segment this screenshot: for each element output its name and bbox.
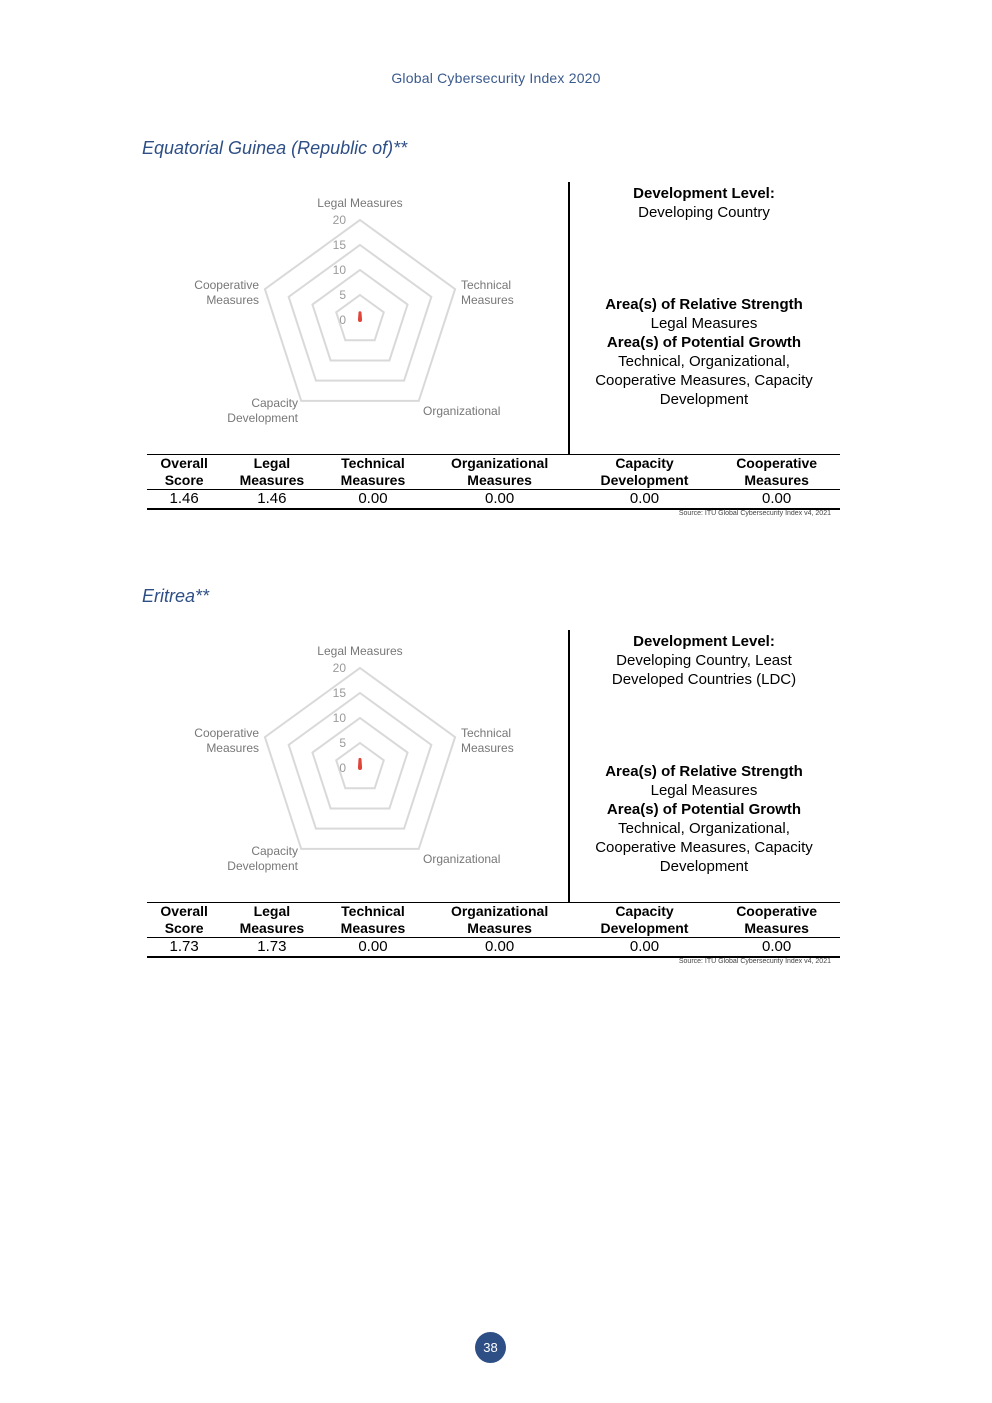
development-level-value: Developing Country, Least: [616, 652, 792, 669]
score-organizational: 0.00: [424, 490, 576, 510]
header-technical-measures: Technical Measures: [322, 903, 423, 938]
radar-tick-label: 20: [332, 213, 346, 227]
score-capacity: 0.00: [576, 938, 714, 958]
radar-tick-label: 5: [339, 736, 346, 750]
radar-tick-label: 0: [339, 313, 346, 327]
country-profile: [0, 586, 992, 986]
header-legal-measures: Legal Measures: [221, 903, 322, 938]
potential-growth-line: Technical, Organizational,: [618, 820, 790, 837]
score-technical: 0.00: [322, 938, 423, 958]
radar-axis-label: Capacity Development: [227, 396, 298, 425]
source-note: Source: ITU Global Cybersecurity Index v4, 2021: [678, 958, 831, 965]
score-organizational: 0.00: [424, 938, 576, 958]
potential-growth-line: Cooperative Measures, Capacity: [595, 372, 813, 389]
country-title: Equatorial Guinea (Republic of)**: [142, 138, 408, 158]
development-level-value: Developing Country: [638, 204, 770, 221]
radar-axis-label: Organizational: [423, 404, 501, 418]
radar-axis-label: Cooperative Measures: [194, 278, 259, 307]
radar-chart: [180, 634, 530, 874]
potential-growth-line: Development: [659, 858, 749, 875]
score-cooperative: 0.00: [713, 938, 840, 958]
column-divider: [568, 182, 570, 454]
score-table: [147, 902, 840, 958]
potential-growth-label: Area(s) of Potential Growth: [606, 801, 802, 818]
potential-growth-line: Development: [659, 391, 749, 408]
score-table: [147, 454, 840, 510]
development-level: [580, 184, 828, 222]
radar-data-point: [359, 319, 361, 321]
score-capacity: 0.00: [576, 490, 714, 510]
score-table-header: [147, 903, 840, 938]
header-overall-score: Overall Score: [147, 455, 221, 490]
radar-data-point: [359, 767, 361, 769]
radar-tick-label: 10: [332, 711, 346, 725]
strength-growth: [580, 295, 828, 409]
radar-tick-label: 15: [332, 686, 346, 700]
radar-axis-label: Legal Measures: [317, 644, 403, 658]
development-level-label: Development Level:: [633, 185, 775, 202]
radar-chart-svg: [180, 634, 530, 874]
radar-tick-label: 20: [332, 661, 346, 675]
potential-growth-line: Technical, Organizational,: [618, 353, 790, 370]
radar-data-point: [359, 758, 361, 760]
header-organizational-measures: Organizational Measures: [424, 903, 576, 938]
radar-axis-label: Organizational: [423, 852, 501, 866]
header-capacity-development: Capacity Development: [576, 455, 714, 490]
score-legal: 1.46: [221, 490, 322, 510]
score-row: [147, 490, 840, 510]
development-level-label: Development Level:: [633, 633, 775, 650]
header-legal-measures: Legal Measures: [221, 455, 322, 490]
development-level: [580, 632, 828, 689]
relative-strength-label: Area(s) of Relative Strength: [605, 296, 803, 313]
score-legal: 1.73: [221, 938, 322, 958]
relative-strength-value: Legal Measures: [650, 782, 758, 799]
source-note: Source: ITU Global Cybersecurity Index v4, 2021: [678, 510, 831, 517]
header-technical-measures: Technical Measures: [322, 455, 423, 490]
radar-chart: [180, 186, 530, 426]
development-level-value: Developed Countries (LDC): [611, 671, 797, 688]
relative-strength-value: Legal Measures: [650, 315, 758, 332]
relative-strength-label: Area(s) of Relative Strength: [605, 763, 803, 780]
radar-axis-label: Technical Measures: [461, 278, 514, 307]
radar-axis-label: Cooperative Measures: [194, 726, 259, 755]
score-overall: 1.46: [147, 490, 221, 510]
page-number: 38: [475, 1332, 506, 1363]
radar-tick-label: 0: [339, 761, 346, 775]
column-divider: [568, 630, 570, 902]
score-technical: 0.00: [322, 490, 423, 510]
radar-tick-label: 10: [332, 263, 346, 277]
country-title: Eritrea**: [142, 586, 210, 606]
header-organizational-measures: Organizational Measures: [424, 455, 576, 490]
radar-tick-label: 5: [339, 288, 346, 302]
score-overall: 1.73: [147, 938, 221, 958]
radar-axis-label: Legal Measures: [317, 196, 403, 210]
header-overall-score: Overall Score: [147, 903, 221, 938]
radar-tick-label: 15: [332, 238, 346, 252]
radar-axis-label: Technical Measures: [461, 726, 514, 755]
header-cooperative-measures: Cooperative Measures: [713, 455, 840, 490]
strength-growth: [580, 762, 828, 876]
header-cooperative-measures: Cooperative Measures: [713, 903, 840, 938]
running-header: Global Cybersecurity Index 2020: [391, 70, 601, 86]
score-cooperative: 0.00: [713, 490, 840, 510]
score-table-header: [147, 455, 840, 490]
radar-axis-label: Capacity Development: [227, 844, 298, 873]
score-row: [147, 938, 840, 958]
radar-data-point: [359, 312, 361, 314]
radar-chart-svg: [180, 186, 530, 426]
header-capacity-development: Capacity Development: [576, 903, 714, 938]
potential-growth-line: Cooperative Measures, Capacity: [595, 839, 813, 856]
country-profile: [0, 138, 992, 538]
potential-growth-label: Area(s) of Potential Growth: [606, 334, 802, 351]
